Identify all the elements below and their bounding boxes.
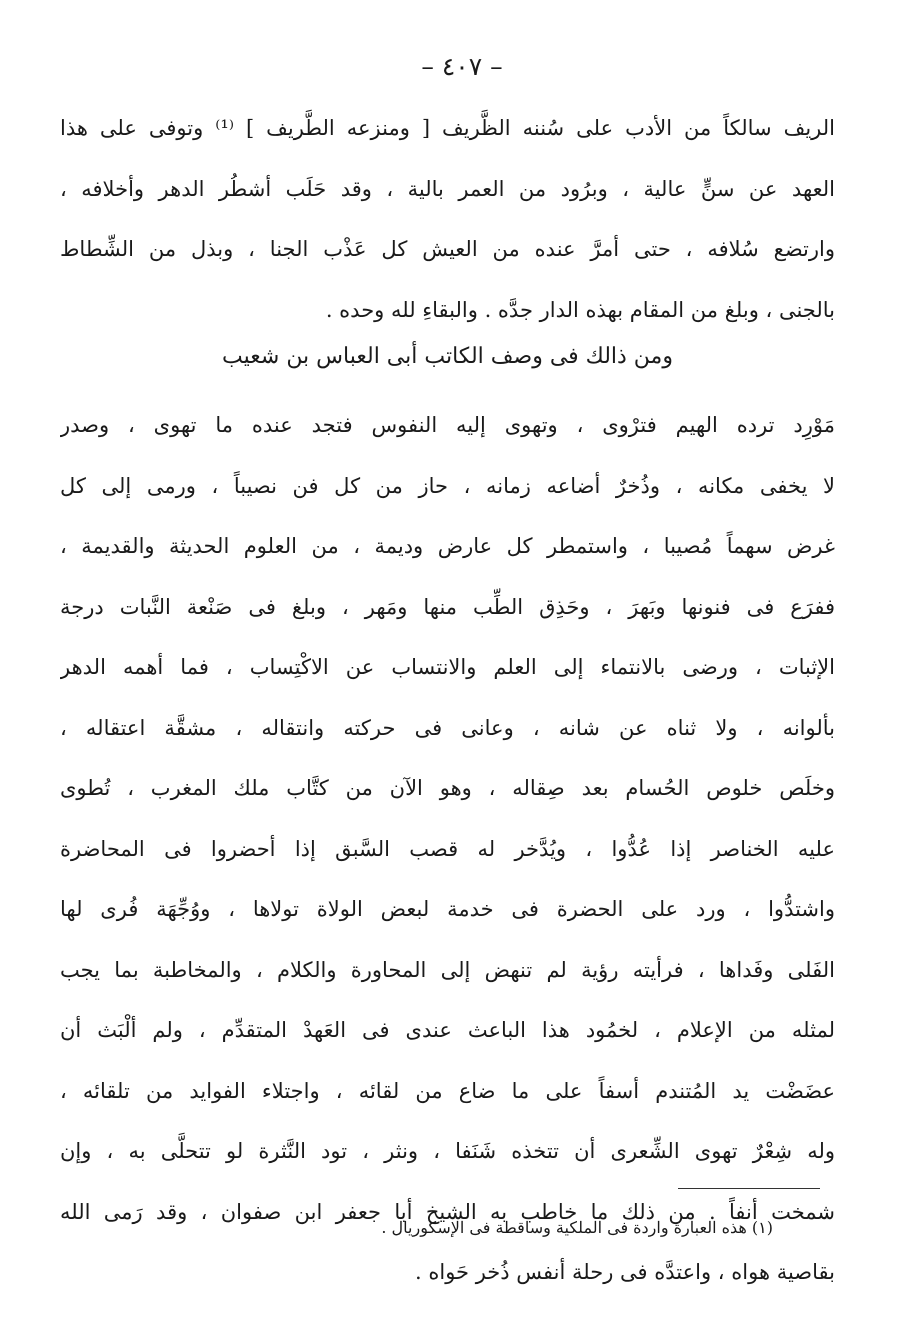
- text-line: الريف سالكاً من الأدب على سُننه الظَّريف [ ومنزعه الطَّريف ] ⁽¹⁾ وتوفى على هذا: [60, 116, 835, 140]
- text-line: وخلَص خلوص الحُسام بعد صِقاله ، وهو الآن من كتَّاب ملك المغرب ، تُطوى: [60, 776, 835, 800]
- text-line: لا يخفى مكانه ، وذُخرٌ أضاعه زمانه ، حاز من كل فن نصيباً ، ورمى إلى كل: [60, 473, 835, 498]
- footnote: (١) هذه العبارة واردة فى الملكية وساقطة فى الإسكوريال .: [381, 1218, 773, 1237]
- text-line: بقاصية هواه ، واعتدَّه فى رحلة أنفس ذُخر حَواه .: [415, 1260, 835, 1284]
- text-line: لمثله من الإعلام ، لخمُود هذا الباعث عندى فى العَهدْ المتقدِّم ، ولم ألْبَث أن: [60, 1018, 835, 1042]
- text-line: بالجنى ، وبلغ من المقام بهذه الدار جدَّه . والبقاءِ لله وحده .: [325, 297, 835, 322]
- page-number: – ٤٠٧ –: [421, 52, 503, 81]
- text-line: ففرَع فى فنونها وبَهرَ ، وحَذِق الطِّب منها ومَهر ، وبلغ فى صَنْعة النَّبات درجة: [60, 594, 835, 619]
- text-line: غرض سهماً مُصيبا ، واستمطر كل عارض وديمة ، من العلوم الحديثة والقديمة ،: [60, 534, 835, 558]
- section-heading: ومن ذالك فى وصف الكاتب أبى العباس بن شعيب: [222, 344, 673, 369]
- text-line: الفَلى وفَداها ، فرأيته رؤية لم تنهض إلى المحاورة والكلام ، والمخاطبة بما يجب: [60, 957, 835, 982]
- footnote-divider: [678, 1188, 820, 1189]
- paragraph-2: [60, 395, 835, 1303]
- text-line: عليه الخناصر إذا عُدُّوا ، ويُدَّخر له قصب السَّبق إذا أحضروا فى المحاضرة: [60, 836, 835, 861]
- text-line: بألوانه ، ولا ثناه عن شانه ، وعانى فى حركته وانتقاله ، مشقَّة اعتقاله ،: [60, 715, 835, 740]
- paragraph-1: [60, 98, 835, 340]
- text-line: وله شِعْرٌ تهوى الشِّعرى أن تتخذه شَنَفا ، ونثر ، تود النَّثرة لو تتحلَّى به ، وإن: [60, 1139, 835, 1163]
- text-line: وارتضع سُلافه ، حتى أمرَّ عنده من العيش كل عَذْب الجنا ، وبذل من الشِّطاط: [60, 237, 835, 261]
- text-line: العهد عن سنٍّ عالية ، وبرُود من العمر بالية ، وقد حَلَب أشطُر الدهر وأخلافه ،: [60, 176, 835, 201]
- text-line: شمخت أنفاً . من ذلك ما خاطب به الشيخ أبا جعفر ابن صفوان ، وقد رَمى الله: [60, 1199, 835, 1224]
- text-line: الإثبات ، ورضى بالانتماء إلى العلم والانتساب عن الاكْتِساب ، فما أهمه الدهر: [60, 655, 835, 679]
- text-line: واشتدُّوا ، ورد على الحضرة فى خدمة لبعض الولاة تولاها ، ووُجِّهَة فُرى لها: [60, 897, 835, 921]
- text-line: عضَضْت يد المُتندم أسفاً على ما ضاع من لقائه ، واجتلاء الفوايد من تلقائه ،: [60, 1078, 835, 1103]
- text-line: مَوْرِد ترده الهيم فترْوى ، وتهوى إليه النفوس فتجد عنده ما تهوى ، وصدر: [60, 413, 835, 437]
